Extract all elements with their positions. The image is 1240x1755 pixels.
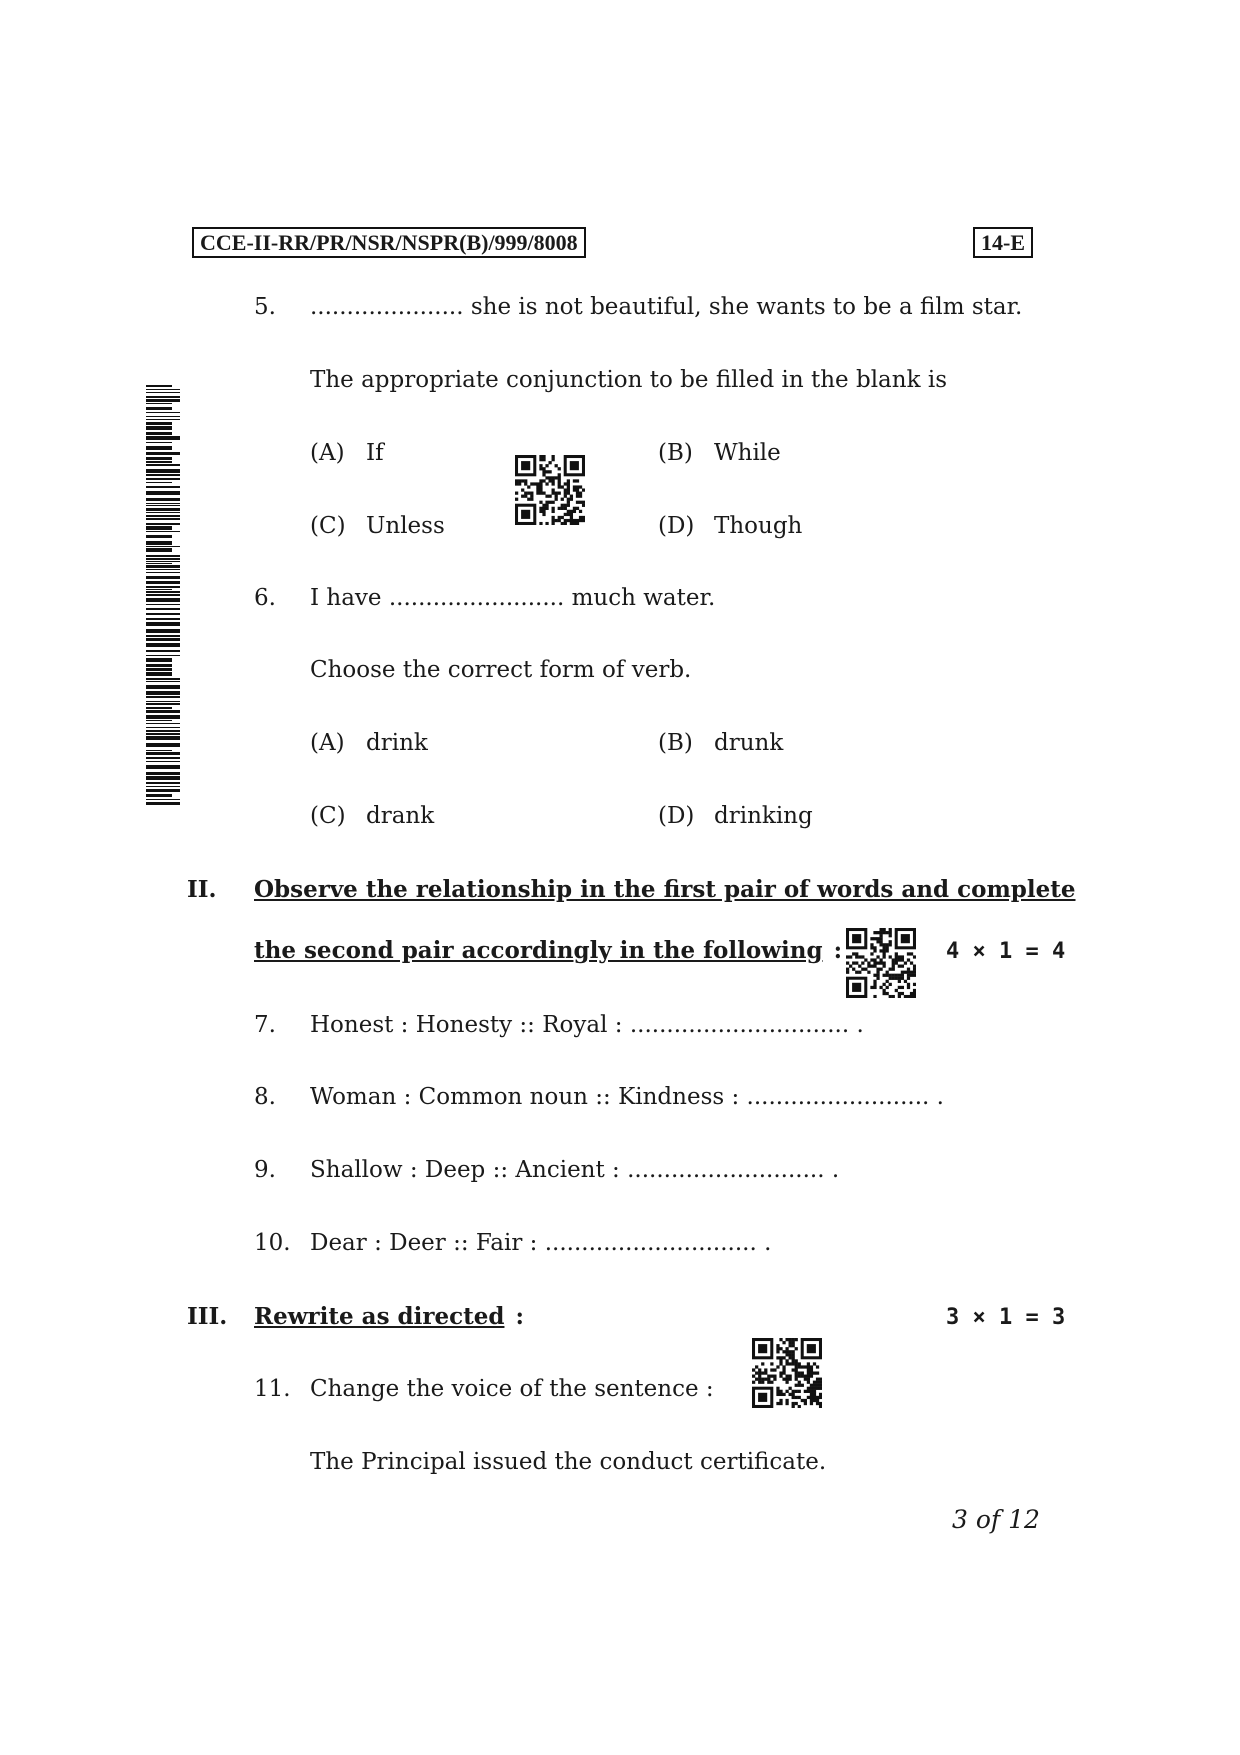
q6-option-b-label: (B) bbox=[658, 730, 693, 756]
q5-option-d-label: (D) bbox=[658, 513, 695, 539]
q8-number: 8. bbox=[254, 1084, 276, 1110]
section-2-colon: : bbox=[833, 937, 843, 964]
q6-option-b-text: drunk bbox=[714, 730, 784, 756]
qr-code-2 bbox=[846, 928, 916, 998]
section-3-colon: : bbox=[515, 1303, 525, 1330]
q9-text: Shallow : Deep :: Ancient : ........................... . bbox=[310, 1157, 840, 1183]
paper-code-box bbox=[192, 227, 586, 258]
page-number: 3 of 12 bbox=[952, 1505, 1040, 1534]
q7-text: Honest : Honesty :: Royal : .............................. . bbox=[310, 1012, 864, 1038]
q11-sentence: The Principal issued the conduct certificate. bbox=[310, 1449, 827, 1475]
q7-number: 7. bbox=[254, 1012, 276, 1038]
section-2-title-line2-wrap bbox=[254, 937, 842, 964]
q5-number: 5. bbox=[254, 294, 276, 320]
q8-text: Woman : Common noun :: Kindness : ......................... . bbox=[310, 1084, 944, 1110]
qr-code-1 bbox=[515, 455, 585, 525]
q5-option-c-text: Unless bbox=[366, 513, 445, 539]
section-3-title: Rewrite as directed bbox=[254, 1303, 505, 1330]
q5-option-c-label: (C) bbox=[310, 513, 346, 539]
q11-text: Change the voice of the sentence : bbox=[310, 1376, 714, 1402]
side-barcode bbox=[146, 385, 180, 805]
section-2-title-line1: Observe the relationship in the first pair of words and complete bbox=[254, 876, 1076, 903]
paper-id-box bbox=[973, 227, 1033, 258]
q6-option-c-text: drank bbox=[366, 803, 435, 829]
q5-option-a-label: (A) bbox=[310, 440, 345, 466]
section-2-marks: 4 × 1 = 4 bbox=[946, 939, 1066, 964]
q6-text: I have ........................ much water. bbox=[310, 585, 716, 611]
q5-instruction: The appropriate conjunction to be filled in the blank is bbox=[310, 367, 947, 393]
qr-code-3 bbox=[752, 1338, 822, 1408]
q6-option-d-text: drinking bbox=[714, 803, 813, 829]
section-3-marks: 3 × 1 = 3 bbox=[946, 1305, 1066, 1330]
paper-id: 14-E bbox=[981, 230, 1025, 255]
q5-option-d-text: Though bbox=[714, 513, 803, 539]
q6-option-c-label: (C) bbox=[310, 803, 346, 829]
q6-number: 6. bbox=[254, 585, 276, 611]
q10-text: Dear : Deer :: Fair : ............................. . bbox=[310, 1230, 772, 1256]
section-2-number: II. bbox=[187, 876, 217, 903]
q5-text: ..................... she is not beautiful, she wants to be a film star. bbox=[310, 294, 1023, 320]
q6-option-a-text: drink bbox=[366, 730, 428, 756]
paper-code: CCE-II-RR/PR/NSR/NSPR(B)/999/8008 bbox=[200, 230, 578, 255]
q6-instruction: Choose the correct form of verb. bbox=[310, 657, 692, 683]
q9-number: 9. bbox=[254, 1157, 276, 1183]
q6-option-a-label: (A) bbox=[310, 730, 345, 756]
q11-number: 11. bbox=[254, 1376, 291, 1402]
section-3-title-wrap bbox=[254, 1303, 524, 1330]
q6-option-d-label: (D) bbox=[658, 803, 695, 829]
section-2-title-line2: the second pair accordingly in the following bbox=[254, 937, 823, 964]
section-3-number: III. bbox=[187, 1303, 228, 1330]
q10-number: 10. bbox=[254, 1230, 291, 1256]
q5-option-a-text: If bbox=[366, 440, 384, 466]
q5-option-b-label: (B) bbox=[658, 440, 693, 466]
q5-option-b-text: While bbox=[714, 440, 781, 466]
